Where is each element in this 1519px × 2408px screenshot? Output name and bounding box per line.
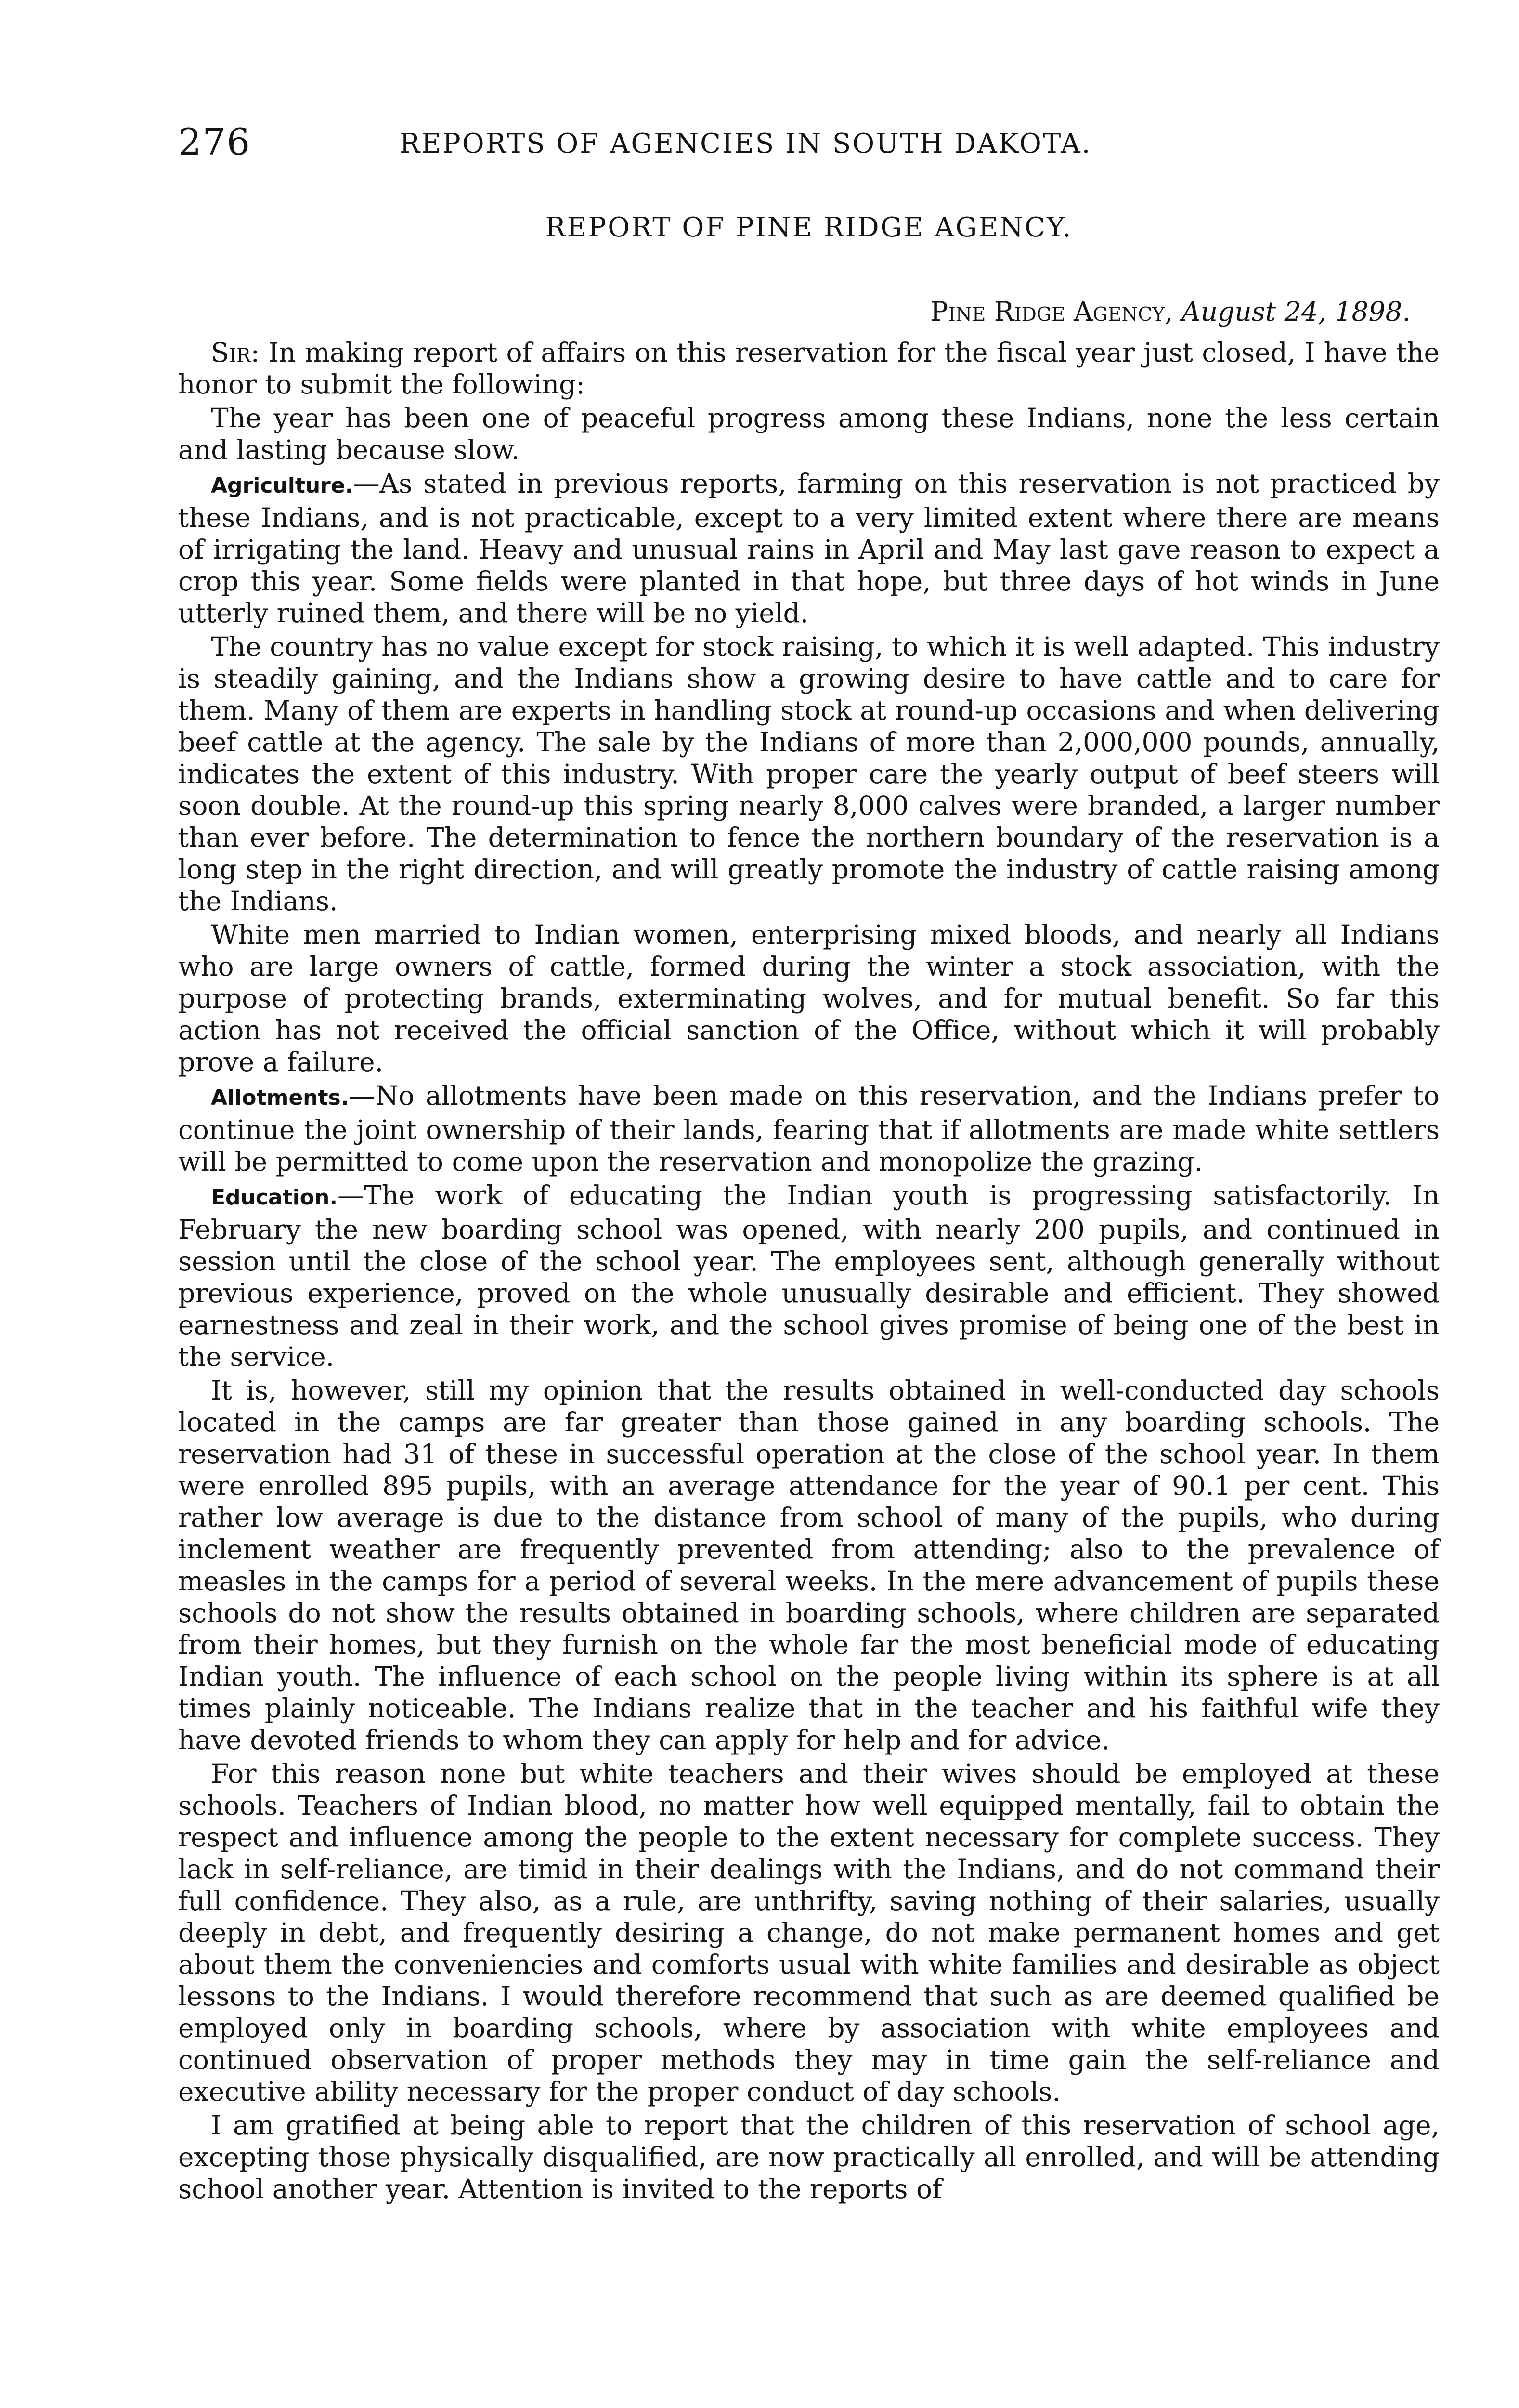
dateline xyxy=(178,296,1440,327)
paragraph-allotments xyxy=(178,1080,1440,1178)
paragraph-text: For this reason none but white teachers and their wives should be employed at these schools. Teachers of Indian blood, no matter how well equipped mentally, fail to obtain the respect and influence among the people to the extent necessary for complete success. They lack in self-reliance, are timid in their dealings with the Indians, and do not command their full confidence. They also, as a rule, are unthrifty, saving nothing of their salaries, usually deeply in debt, and frequently desiring a change, do not make permanent homes and get about them the conveniencies and comforts usual with white families and desirable as object lessons to the Indians. I would therefore recommend that such as are deemed qualified be employed only in boarding schools, where by association with white employees and continued observation of proper methods they may in time gain the self-reliance and executive ability necessary for the proper conduct of day schools. xyxy=(178,1758,1440,2107)
paragraph-text: The country has no value except for stock raising, to which it is well adapted. This industry is steadily gaining, and the Indians show a growing desire to have cattle and to care for them. Many of them are experts in handling stock at round-up occasions and when delivering beef cattle at the agency. The sale by the Indians of more than 2,000,000 pounds, annually, indicates the extent of this industry. With proper care the yearly output of beef steers will soon double. At the round-up this spring nearly 8,000 calves were branded, a larger number than ever before. The determination to fence the northern boundary of the reservation is a long step in the right direction, and will greatly promote the industry of cattle raising among the Indians. xyxy=(178,631,1440,916)
salutation: Sir: xyxy=(211,337,260,368)
paragraph-text: —No allotments have been made on this reservation, and the Indians prefer to continue the joint ownership of their lands, fearing that if allotments are made white settlers will be permitted to come upon the reservation and monopolize the grazing. xyxy=(178,1080,1440,1177)
page-number: 276 xyxy=(178,120,251,163)
paragraph xyxy=(178,919,1440,1078)
section-heading-education: Education. xyxy=(211,1185,338,1210)
paragraph-text: —The work of educating the Indian youth is progressing satisfactorily. In February the new boarding school was opened, with nearly 200 pupils, and continued in session until the close of the school year. The employees sent, although generally without previous experience, proved on the whole unusually desirable and efficient. They showed earnestness and zeal in their work, and the school gives promise of being one of the best in the service. xyxy=(178,1180,1440,1372)
running-title: REPORTS OF AGENCIES IN SOUTH DAKOTA. xyxy=(400,128,1092,159)
section-heading-agriculture: Agriculture. xyxy=(211,473,353,498)
running-head xyxy=(178,120,1440,173)
dateline-date: August 24, 1898. xyxy=(1181,296,1411,327)
paragraph-text: In making report of affairs on this reservation for the fiscal year just closed, I have the honor to submit the following: xyxy=(178,337,1440,400)
paragraph-text: White men married to Indian women, enterprising mixed bloods, and nearly all Indians who are large owners of cattle, formed during the winter a stock association, with the purpose of protecting brands, exterminating wolves, and for mutual benefit. So far this action has not received the official sanction of the Office, without which it will probably prove a failure. xyxy=(178,919,1440,1077)
document-page xyxy=(178,120,1440,2207)
dateline-place: Pine Ridge Agency, xyxy=(930,296,1173,327)
paragraph-text: —As stated in previous reports, farming on this reservation is not practiced by these Indians, and is not practicable, except to a very limited extent where there are means of irrigating the land. Heavy and unusual rains in April and May last gave reason to expect a crop this year. Some fields were planted in that hope, but three days of hot winds in June utterly ruined them, and there will be no yield. xyxy=(178,468,1440,628)
paragraph xyxy=(178,1758,1440,2107)
paragraph xyxy=(178,631,1440,917)
report-body xyxy=(178,337,1440,2205)
section-heading-allotments: Allotments. xyxy=(211,1086,349,1110)
paragraph xyxy=(178,2109,1440,2205)
paragraph-text: It is, however, still my opinion that the results obtained in well-conducted day schools located in the camps are far greater than those gained in any boarding schools. The reservation had 31 of these in successful operation at the close of the school year. In them were enrolled 895 pupils, with an average attendance for the year of 90.1 per cent. This rather low average is due to the distance from school of many of the pupils, who during inclement weather are frequently prevented from attending; also to the prevalence of measles in the camps for a period of several weeks. In the mere advancement of pupils these schools do not show the results obtained in boarding schools, where children are separated from their homes, but they furnish on the whole far the most beneficial mode of educating Indian youth. The influence of each school on the people living within its sphere is at all times plainly noticeable. The Indians realize that in the teacher and his faithful wife they have devoted friends to whom they can apply for help and for advice. xyxy=(178,1375,1440,1755)
report-title: REPORT OF PINE RIDGE AGENCY. xyxy=(545,212,1073,243)
paragraph-text: I am gratified at being able to report that the children of this reservation of school age, excepting those physically disqualified, are now practically all enrolled, and will be attending school another year. Attention is invited to the reports of xyxy=(178,2110,1440,2204)
paragraph xyxy=(178,1374,1440,1756)
paragraph-agriculture xyxy=(178,468,1440,629)
paragraph-salutation xyxy=(178,337,1440,400)
paragraph-education xyxy=(178,1179,1440,1373)
paragraph xyxy=(178,402,1440,466)
paragraph-text: The year has been one of peaceful progress among these Indians, none the less certain and lasting because slow. xyxy=(178,403,1440,465)
